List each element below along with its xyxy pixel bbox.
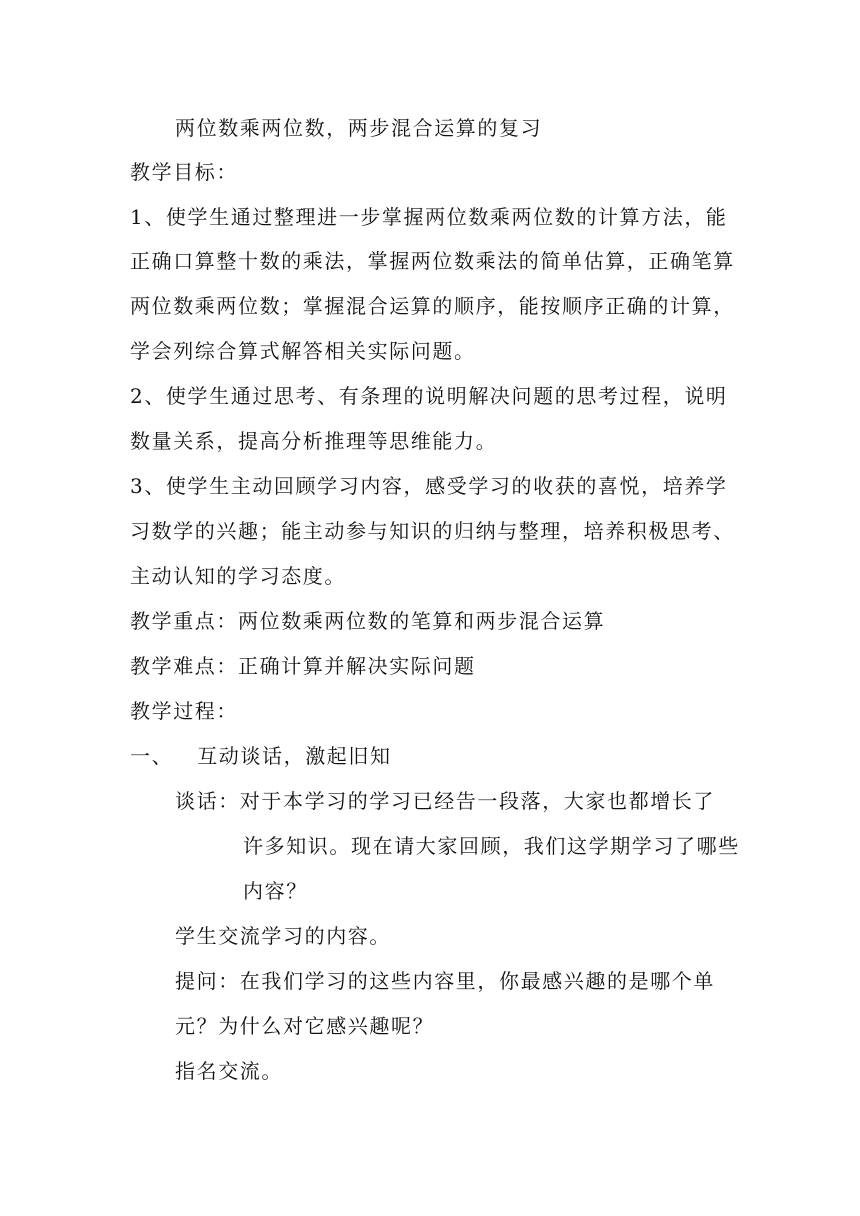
goals-heading: 教学目标： bbox=[130, 160, 238, 184]
section1-title: 互动谈话，激起旧知 bbox=[197, 744, 392, 768]
question-line2: 元？为什么对它感兴趣呢？ bbox=[175, 1014, 435, 1038]
section1-heading bbox=[130, 741, 740, 771]
goal3-line2: 习数学的兴趣；能主动参与知识的归纳与整理，培养积极思考、 bbox=[130, 519, 735, 543]
student-exchange: 学生交流学习的内容。 bbox=[175, 924, 391, 948]
document-title: 两位数乘两位数，两步混合运算的复习 bbox=[175, 116, 543, 140]
talk-line3: 内容？ bbox=[243, 879, 308, 903]
key-point: 教学重点：两位数乘两位数的笔算和两步混合运算 bbox=[130, 609, 606, 633]
question-line1: 提问：在我们学习的这些内容里，你最感兴趣的是哪个单 bbox=[175, 969, 715, 993]
goal3-line3: 主动认知的学习态度。 bbox=[130, 564, 346, 588]
process-heading: 教学过程： bbox=[130, 699, 238, 723]
goal3-line1: 3、使学生主动回顾学习内容，感受学习的收获的喜悦，培养学 bbox=[130, 474, 728, 498]
talk-line1: 谈话：对于本学习的学习已经告一段落，大家也都增长了 bbox=[175, 789, 715, 813]
goal1-line3: 两位数乘两位数；掌握混合运算的顺序，能按顺序正确的计算， bbox=[130, 294, 735, 318]
talk-line2: 许多知识。现在请大家回顾，我们这学期学习了哪些 bbox=[243, 834, 740, 858]
goal1-line2: 正确口算整十数的乘法，掌握两位数乘法的简单估算，正确笔算 bbox=[130, 249, 735, 273]
goal1-line1: 1、使学生通过整理进一步掌握两位数乘两位数的计算方法，能 bbox=[130, 205, 728, 229]
named-exchange: 指名交流。 bbox=[175, 1059, 283, 1083]
goal2-line2: 数量关系，提高分析推理等思维能力。 bbox=[130, 429, 498, 453]
goal1-line4: 学会列综合算式解答相关实际问题。 bbox=[130, 339, 476, 363]
section1-number: 一、 bbox=[130, 744, 174, 768]
difficulty: 教学难点：正确计算并解决实际问题 bbox=[130, 654, 476, 678]
goal2-line1: 2、使学生通过思考、有条理的说明解决问题的思考过程，说明 bbox=[130, 384, 728, 408]
